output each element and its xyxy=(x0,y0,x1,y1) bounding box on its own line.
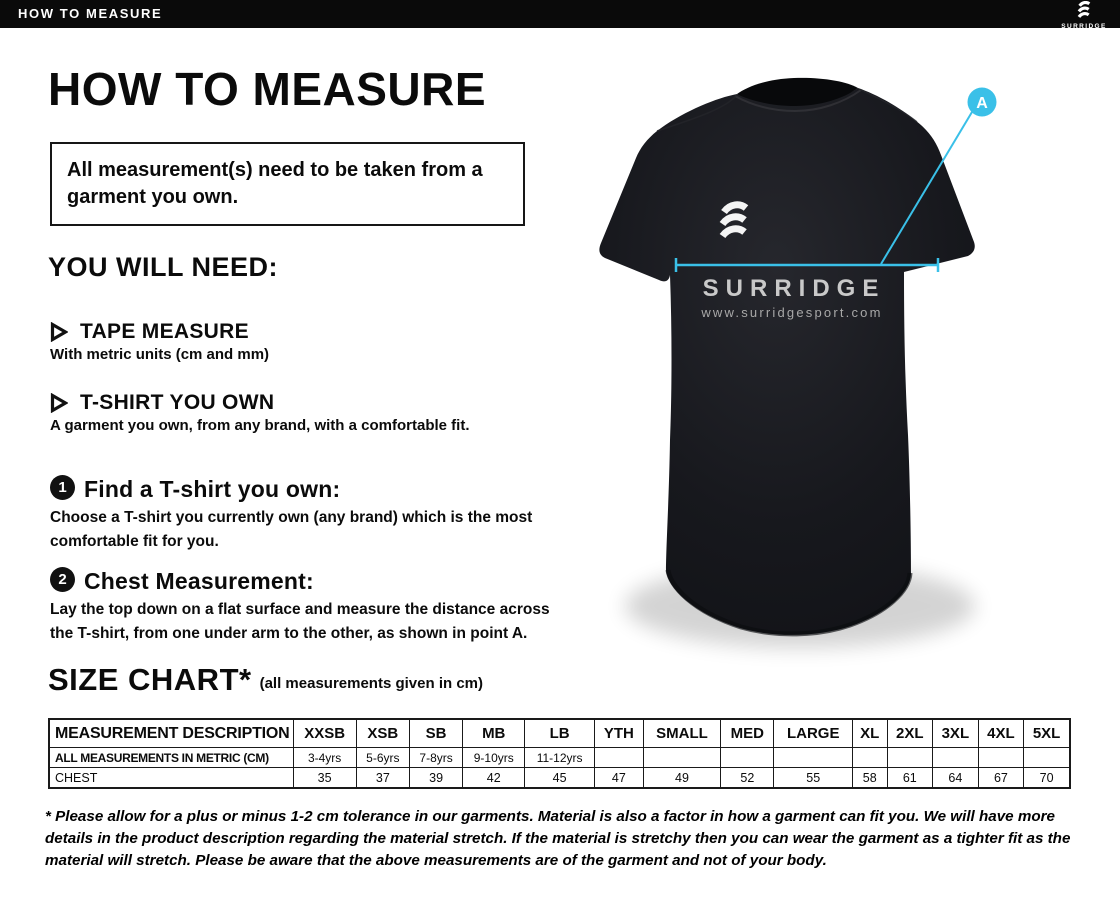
need-item-tape-measure-desc: With metric units (cm and mm) xyxy=(50,346,270,363)
column-header-size: 2XL xyxy=(887,719,933,748)
chest-brand-print: SURRIDGE xyxy=(702,275,886,302)
column-header-size: SMALL xyxy=(643,719,720,748)
you-will-need-heading: YOU WILL NEED: xyxy=(48,252,279,282)
column-header-size: LB xyxy=(525,719,595,748)
column-header-size: MB xyxy=(463,719,525,748)
column-header-size: 3XL xyxy=(933,719,979,748)
top-bar-title: HOW TO MEASURE xyxy=(18,6,163,21)
size-value-cell xyxy=(887,748,933,768)
size-value-cell: 64 xyxy=(933,768,979,789)
step-1-description: Choose a T-shirt you currently own (any brand) which is the most comfortable fit for you. xyxy=(50,509,533,550)
size-value-cell: 37 xyxy=(356,768,409,789)
size-value-cell xyxy=(852,748,887,768)
size-value-cell: 49 xyxy=(643,768,720,789)
point-a-label: A xyxy=(976,95,988,112)
arrow-right-icon xyxy=(50,322,68,342)
surridge-s-icon xyxy=(1077,6,1092,23)
size-value-cell: 70 xyxy=(1024,768,1070,789)
measurement-note-box: All measurement(s) need to be taken from a garment you own. xyxy=(50,142,525,226)
row-label-cell: CHEST xyxy=(49,768,293,789)
size-value-cell: 42 xyxy=(463,768,525,789)
size-value-cell: 47 xyxy=(594,768,643,789)
table-row xyxy=(49,748,1070,768)
size-chart-heading: SIZE CHART* xyxy=(48,662,252,697)
size-value-cell xyxy=(978,748,1024,768)
size-value-cell xyxy=(643,748,720,768)
column-header-description: MEASUREMENT DESCRIPTION xyxy=(49,719,293,748)
surridge-logo xyxy=(1056,1,1112,30)
step-2-number: 2 xyxy=(50,567,75,592)
row-label-cell: ALL MEASUREMENTS IN METRIC (CM) xyxy=(49,748,293,768)
column-header-size: XXSB xyxy=(293,719,356,748)
need-item-tape-measure: TAPE MEASURE xyxy=(80,320,249,343)
size-chart-body xyxy=(49,748,1070,789)
table-row xyxy=(49,768,1070,789)
size-value-cell: 45 xyxy=(525,768,595,789)
column-header-size: YTH xyxy=(594,719,643,748)
size-chart-heading-row xyxy=(48,664,483,695)
step-2-title: Chest Measurement: xyxy=(84,568,314,594)
size-value-cell: 7-8yrs xyxy=(409,748,462,768)
need-item-tshirt: T-SHIRT YOU OWN xyxy=(80,391,275,414)
size-value-cell xyxy=(774,748,853,768)
step-2-description: Lay the top down on a flat surface and measure the distance across the T-shirt, from one under arm to the other, as shown in point A. xyxy=(50,601,550,642)
table-row xyxy=(49,719,1070,748)
size-value-cell: 11-12yrs xyxy=(525,748,595,768)
size-value-cell: 39 xyxy=(409,768,462,789)
size-chart-subheading: (all measurements given in cm) xyxy=(259,675,483,692)
tshirt-body xyxy=(599,88,974,635)
tshirt-measurement-figure xyxy=(540,40,1070,685)
size-value-cell xyxy=(933,748,979,768)
size-value-cell: 58 xyxy=(852,768,887,789)
need-item-tshirt-desc: A garment you own, from any brand, with a comfortable fit. xyxy=(50,417,470,434)
size-value-cell: 35 xyxy=(293,768,356,789)
size-value-cell: 67 xyxy=(978,768,1024,789)
column-header-size: XSB xyxy=(356,719,409,748)
size-value-cell: 55 xyxy=(774,768,853,789)
column-header-size: XL xyxy=(852,719,887,748)
step-1-title: Find a T-shirt you own: xyxy=(84,476,341,502)
size-value-cell: 9-10yrs xyxy=(463,748,525,768)
size-chart-header xyxy=(49,719,1070,748)
size-value-cell: 52 xyxy=(721,768,774,789)
column-header-size: 5XL xyxy=(1024,719,1070,748)
page-title: HOW TO MEASURE xyxy=(48,63,487,115)
size-value-cell xyxy=(594,748,643,768)
surridge-wordmark: SURRIDGE xyxy=(1061,23,1107,30)
column-header-size: MED xyxy=(721,719,774,748)
arrow-right-icon xyxy=(50,393,68,413)
column-header-size: LARGE xyxy=(774,719,853,748)
size-value-cell xyxy=(721,748,774,768)
top-bar xyxy=(0,0,1120,28)
tshirt-illustration xyxy=(540,40,1070,685)
size-value-cell xyxy=(1024,748,1070,768)
size-value-cell: 5-6yrs xyxy=(356,748,409,768)
chest-url-print: www.surridgesport.com xyxy=(701,305,883,320)
size-value-cell: 3-4yrs xyxy=(293,748,356,768)
step-1-number: 1 xyxy=(50,475,75,500)
size-chart-table xyxy=(48,718,1071,789)
size-value-cell: 61 xyxy=(887,768,933,789)
tolerance-footnote: * Please allow for a plus or minus 1-2 cm tolerance in our garments. Material is also a factor in how a garment can fit you. We will have more details in the product description regarding the material stretch. If the material is stretchy then you can wear the garment as a tighter fit as the material will stretch. Please be aware that the above measurements are of the garment and not of your body. xyxy=(45,808,1071,869)
column-header-size: SB xyxy=(409,719,462,748)
column-header-size: 4XL xyxy=(978,719,1024,748)
